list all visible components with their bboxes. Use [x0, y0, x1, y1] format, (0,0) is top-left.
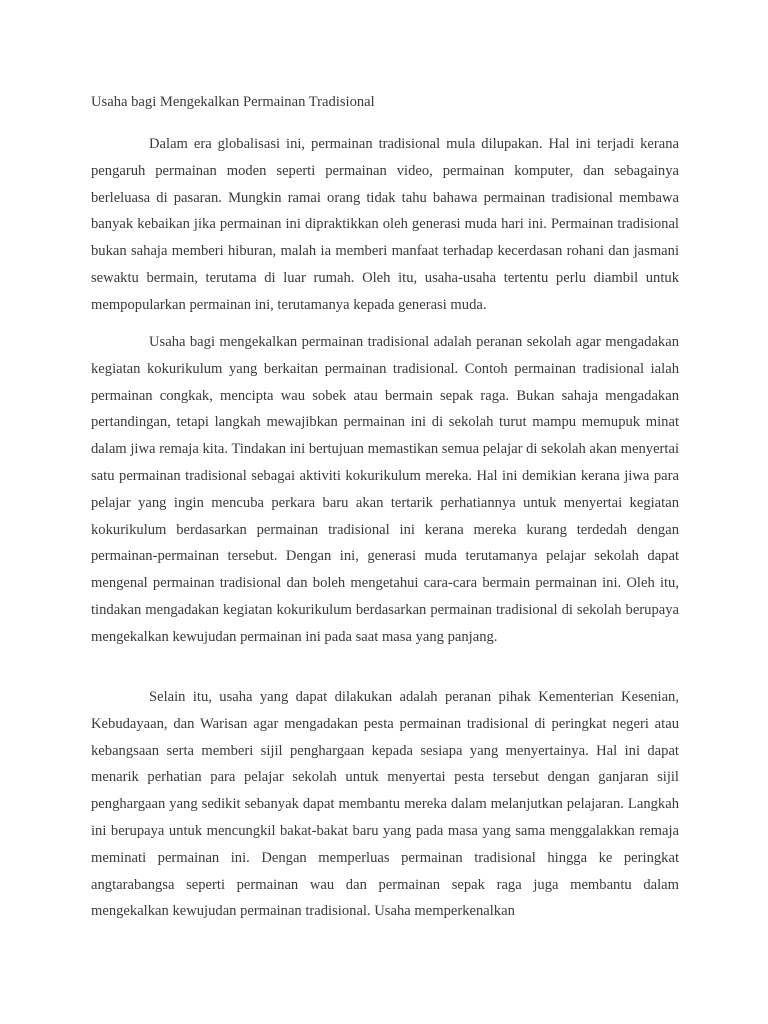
paragraph-ministry-role: Selain itu, usaha yang dapat dilakukan adalah peranan pihak Kementerian Kesenian, Kebudayaan, dan Warisan agar mengadakan pesta permainan tradisional di peringkat negeri atau kebangsaan serta memberi sijil penghargaan kepada sesiapa yang menyertainya. Hal ini dapat menarik perhatian para pelajar sekolah untuk menyertai pesta tersebut dengan ganjaran sijil penghargaan yang sedikit sebanyak dapat membantu mereka dalam melanjutkan pelajaran. Langkah ini berupaya untuk mencungkil bakat-bakat baru yang pada masa yang sama menggalakkan remaja meminati permainan ini. Dengan memperluas permainan tradisional hingga ke peringkat angtarabangsa seperti permainan wau dan permainan sepak raga juga membantu dalam mengekalkan kewujudan permainan tradisional. Usaha memperkenalkan: [91, 689, 679, 920]
paragraph-intro: Dalam era globalisasi ini, permainan tradisional mula dilupakan. Hal ini terjadi kerana pengaruh permainan moden seperti permainan video, permainan komputer, dan sebagainya berleluasa di pasaran. Mungkin ramai orang tidak tahu bahawa permainan tradisional membawa banyak kebaikan jika permainan ini dipraktikkan oleh generasi muda hari ini. Permainan tradisional bukan sahaja memberi hiburan, malah ia memberi manfaat terhadap kecerdasan rohani dan jasmani sewaktu bermain, terutama di luar rumah. Oleh itu, usaha-usaha tertentu perlu diambil untuk mempopularkan permainan ini, terutamanya kepada generasi muda.: [91, 136, 679, 313]
document-title: Usaha bagi Mengekalkan Permainan Tradisional: [91, 94, 375, 110]
paragraph-school-role: Usaha bagi mengekalkan permainan tradisional adalah peranan sekolah agar mengadakan kegiatan kokurikulum yang berkaitan permainan tradisional. Contoh permainan tradisional ialah permainan congkak, mencipta wau sobek atau bermain sepak raga. Bukan sahaja mengadakan pertandingan, tetapi langkah mewajibkan permainan ini di sekolah turut mampu memupuk minat dalam jiwa remaja kita. Tindakan ini bertujuan memastikan semua pelajar di sekolah akan menyertai satu permainan tradisional sebagai aktiviti kokurikulum mereka. Hal ini demikian kerana jiwa para pelajar yang ingin mencuba perkara baru akan tertarik perhatiannya untuk menyertai kegiatan kokurikulum berdasarkan permainan tradisional ini kerana mereka kurang terdedah dengan permainan-permainan tersebut. Dengan ini, generasi muda terutamanya pelajar sekolah dapat mengenal permainan tradisional dan boleh mengetahui cara-cara bermain permainan ini. Oleh itu, tindakan mengadakan kegiatan kokurikulum berdasarkan permainan tradisional di sekolah berupaya mengekalkan kewujudan permainan ini pada saat masa yang panjang.: [91, 334, 679, 645]
